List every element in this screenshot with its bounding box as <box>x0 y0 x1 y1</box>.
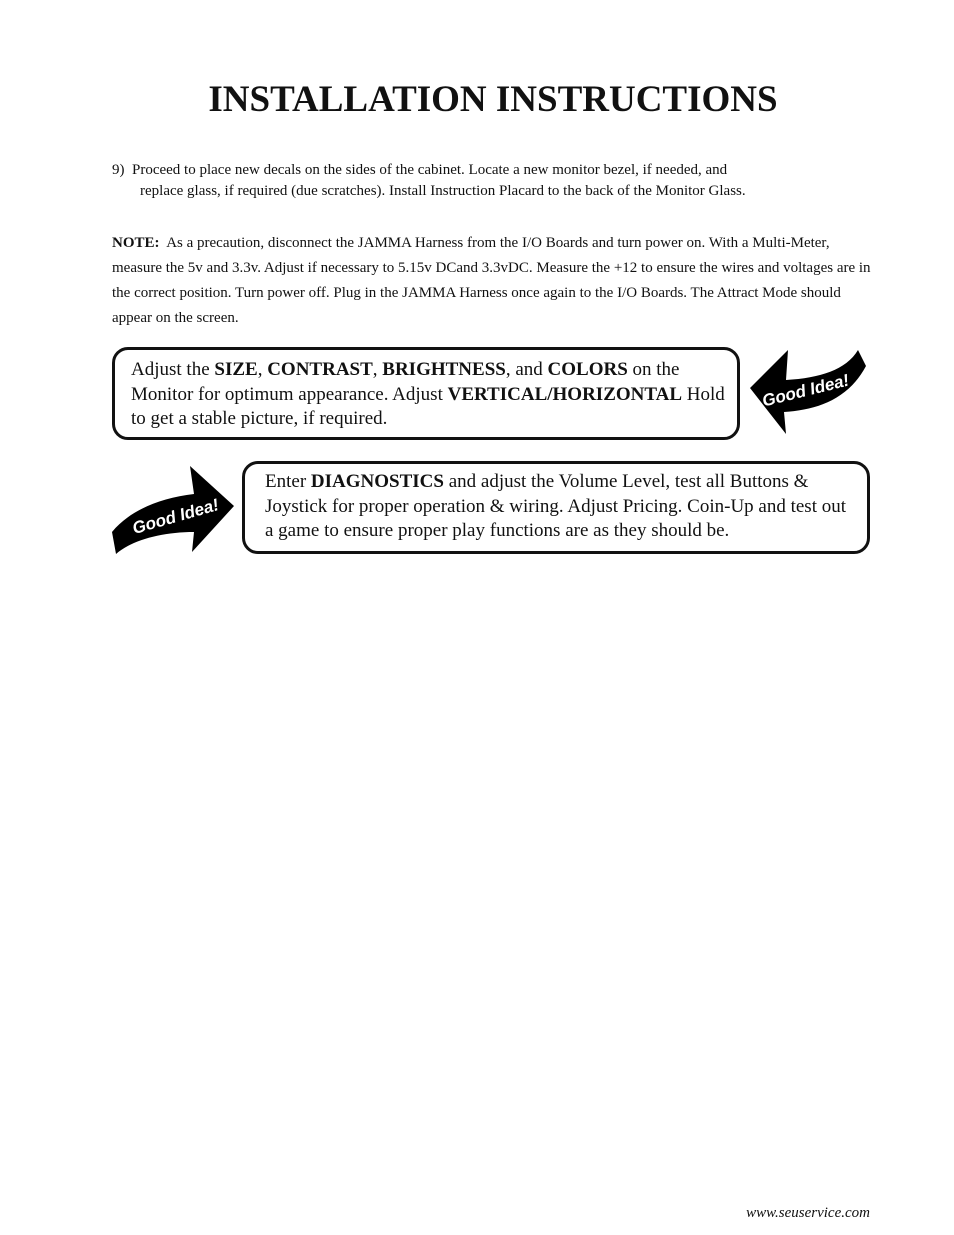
good-idea-badge-text: Good Idea! <box>760 370 852 411</box>
right-pointing-arrow-icon <box>110 462 238 556</box>
step-9-text-1: Proceed to place new decals on the sides of the cabinet. Locate a new monitor bezel, if needed, and <box>132 162 728 178</box>
note-text: As a precaution, disconnect the JAMMA Harness from the I/O Boards and turn power on. With a Multi-Meter, measure the 5v and 3.3v. Adjust if necessary to 5.15v DCand 3.3vDC. Measure the +12 to ensure the wires and voltages are in the correct position. Turn power off. Plug in the JAMMA Harness once again to the I/O Boards. The Attract Mode should appear on the screen. <box>112 235 871 326</box>
step-9-line-2: replace glass, if required (due scratches). Install Instruction Placard to the back of the Monitor Glass. <box>140 183 746 199</box>
tip1-bold-vertical-horizontal: VERTICAL/HORIZONTAL <box>447 383 683 405</box>
tip1-text: , <box>372 359 383 380</box>
left-pointing-arrow-icon <box>744 348 870 436</box>
tip1-text: Hold to get a stable picture, if required. <box>131 383 725 429</box>
tip1-text: , <box>257 359 268 380</box>
tip1-bold-size: SIZE <box>214 359 258 380</box>
tip1-text: on the Monitor for optimum appearance. Adjust <box>131 359 680 405</box>
tip1-text: , and <box>505 359 548 380</box>
tip2-text: and adjust the Volume Level, test all Buttons & Joystick for proper operation & wiring. Adjust Pricing. Coin-Up and test out a game to ensure proper play functions are as they should be. <box>265 471 847 541</box>
note-label: NOTE: <box>112 235 160 251</box>
tip2-text: Enter <box>265 471 311 492</box>
tip2-bold-diagnostics: DIAGNOSTICS <box>310 471 444 492</box>
step-9 <box>112 160 882 202</box>
tip1-bold-contrast: CONTRAST <box>267 359 373 380</box>
tip1-text: Adjust the <box>131 359 215 380</box>
tip-box-monitor-adjust <box>112 347 740 440</box>
good-idea-badge-text: Good Idea! <box>130 495 221 538</box>
page-title: INSTALLATION INSTRUCTIONS <box>208 79 778 120</box>
tip1-bold-brightness: BRIGHTNESS <box>382 359 506 380</box>
tip-box-diagnostics <box>242 461 870 554</box>
step-9-line-1 <box>112 160 882 181</box>
footer-website: www.seuservice.com <box>746 1205 870 1221</box>
tip1-bold-colors: COLORS <box>547 359 628 380</box>
note-paragraph <box>112 231 882 331</box>
step-number: 9) <box>112 162 125 178</box>
